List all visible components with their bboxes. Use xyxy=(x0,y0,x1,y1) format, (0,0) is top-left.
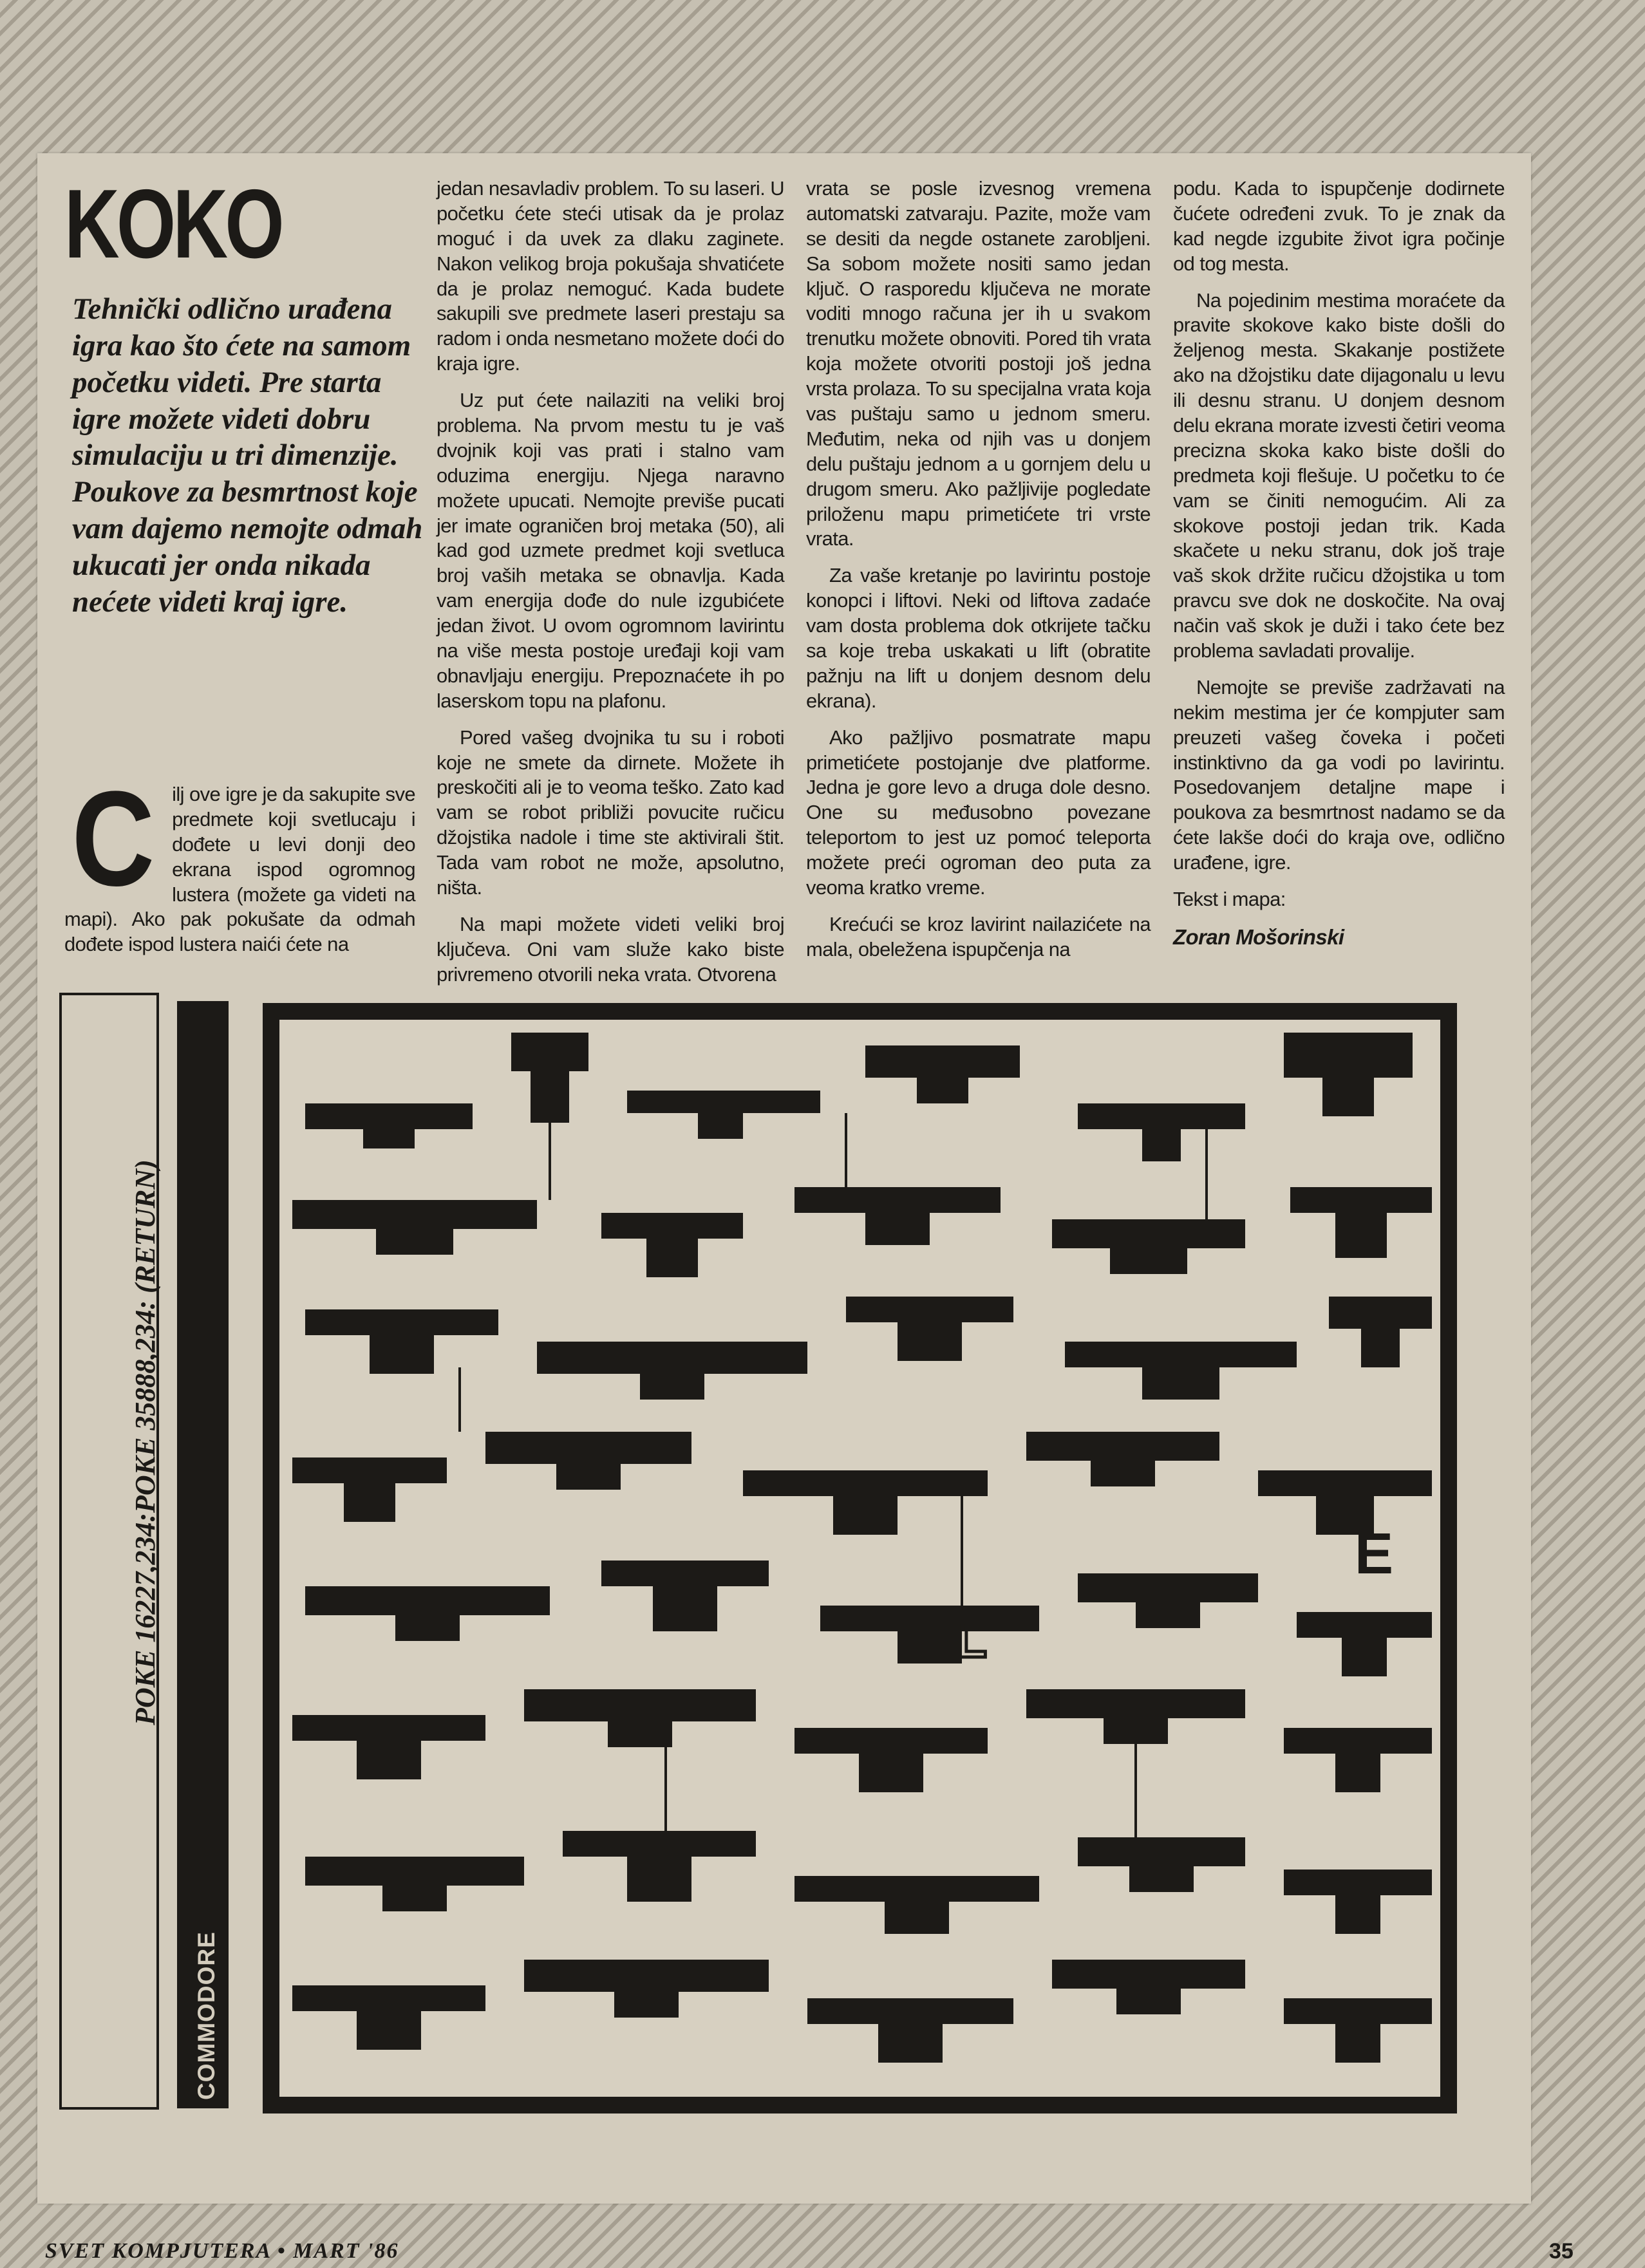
paragraph: Uz put ćete nailaziti na veliki broj problema. Na prvom mestu tu je vaš dvojnik koji vas prati i stalno vam oduzima energiju. Njega naravno možete upucati. Nemojte previše pucati jer imate ograničen broj metaka (50), ali kad god uzmete predmet koji svetluca broj vaših metaka se obnavlja. Kada vam energija dođe do nule izgubićete jedan život. U ovom ogromnom lavirintu na više mesta postoje uređaji koji vam obnavljaju energiju. Prepoznaćete ih po laserskom topu na plafonu. xyxy=(437,389,784,712)
article-lead: Tehnički odlično urađena igra kao što ćete na samom početku videti. Pre starta igre možete videti dobru simulaciju u tri dimenzije. Poukove za besmrtnost koje vam dajemo nemojte odmah ukucati jer onda nikada nećete videti kraj igre. xyxy=(72,292,423,619)
paragraph: podu. Kada to ispupčenje dodirnete čućete određeni zvuk. To je znak da kad negde izgubite život igra počinje od tog mesta. xyxy=(1173,177,1505,275)
paragraph: Nemojte se previše zadržavati na nekim mestima jer će kompjuter sam preuzeti vašeg čoveka i početi instinktivno da ga vodi po lavirintu. Posedovanjem detaljne mape i poukova za besmrtnost nadamo se da ćete lakše doći do kraja ove, odlično urađene, igre. xyxy=(1173,675,1505,874)
paragraph: jedan nesavladiv problem. To su laseri. U početku ćete steći utisak da je prolaz moguć i da uvek za dlaku zaginete. Nakon velikog broja pokušaja shvatićete da je prolaz nemoguć. Kada budete sakupili sve predmete laseri prestaju sa radom i onda nesmetano možete doći do kraja igre. xyxy=(437,177,785,375)
map-cave-walls xyxy=(267,1007,1453,2110)
article-column-3 xyxy=(806,176,1151,974)
paragraph: Ako pažljivo posmatrate mapu primetićete postojanje dve platforme. Jedna je gore levo a druga dole desno. One su međusobno povezane teleportom to jest uz pomoć teleporta možete preći ogroman deo puta za veoma kratko vreme. xyxy=(806,726,1151,899)
map-letter-e: E xyxy=(1355,1522,1394,1586)
paragraph: Na pojedinim mestima moraćete da pravite skokove kako biste došli do željenog mesta. Skakanje postižete ako na džojstiku date dijagonalu u levu ili desnu stranu. U donjem desnom delu ekrana morate izvesti četiri veoma precizna skoka kako biste došli do predmeta koji flešuje. U početku to će vam se činiti nemogućim. Ali za skokove postoji jedan trik. Kada skačete u neku stranu, dok još traje vaš skok držite ručicu džojstika u tom pravcu sve dok ne doskočite. Na ovaj način vaš skok je duži i tako ćete bez problema savladati provalije. xyxy=(1173,288,1505,662)
poke-code: POKE 16227,234:POKE 35888,234: (RETURN) xyxy=(129,1159,161,1725)
article-title: KOKO xyxy=(64,169,281,279)
paragraph: Na mapi možete videti veliki broj ključeva. Oni vam služe kako biste privremeno otvorili neka vrata. Otvorena xyxy=(437,912,784,986)
article-column-4 xyxy=(1173,176,1505,962)
paragraph: vrata se posle izvesnog vremena automatski zatvaraju. Pazite, može vam se desiti da negde ostanete zarobljeni. Sa sobom možete nositi samo jedan ključ. O rasporedu ključeva ne morate voditi mnogo računa jer ih u svakom trenutku možete obnoviti. Pored tih vrata koja možete otvoriti postoji još jedna vrsta prolaza. To su specijalna vrata koja vas puštaju samo u jednom smeru. Međutim, neka od njih vas u donjem delu puštaju jednom a u gornjem delu u drugom smeru. Ako pažljivije pogledate priloženu mapu primetićete tri vrste vrata. xyxy=(806,177,1151,550)
paragraph: Za vaše kretanje po lavirintu postoje konopci i liftovi. Neki od liftova zadaće vam dosta problema dok otkrijete tačku sa koje treba uskakati u lift (obratite pažnju na lift u donjem desnom delu ekrana). xyxy=(806,564,1151,712)
map-illustration xyxy=(267,1007,1453,2110)
page-number: 35 xyxy=(1549,2239,1574,2263)
game-map xyxy=(263,1003,1457,2113)
article-column-1 xyxy=(64,763,415,969)
drop-cap: C xyxy=(71,763,155,914)
platform-label: COMMODORE xyxy=(193,1931,220,2100)
paragraph: Pored vašeg dvojnika tu su i roboti koje ne smete da dirnete. Možete ih preskočiti ali je to veoma teško. Zato kad vam se robot približi povucite ručicu džojstika nadole i time ste aktivirali štit. Tada vam robot ne može, apsolutno, ništa. xyxy=(437,726,784,899)
credit-name: Zoran Mošorinski xyxy=(1173,924,1344,949)
article-column-2 xyxy=(437,176,784,999)
paragraph: ilj ove igre je da sakupite sve predmete koji svetlucaju i dođete u levi donji deo ekrana ispod ogromnog lustera (možete ga videti na mapi). Ako pak pokušate da odmah dođete ispod lustera naići ćete na xyxy=(64,783,415,956)
map-letter-l: L xyxy=(955,1611,987,1668)
paragraph: Krećući se kroz lavirint nailazićete na mala, obeležena ispupčenja na xyxy=(806,912,1151,961)
footer-masthead: SVET KOMPJUTERA • MART '86 xyxy=(45,2239,399,2263)
credit-label: Tekst i mapa: xyxy=(1173,888,1286,911)
